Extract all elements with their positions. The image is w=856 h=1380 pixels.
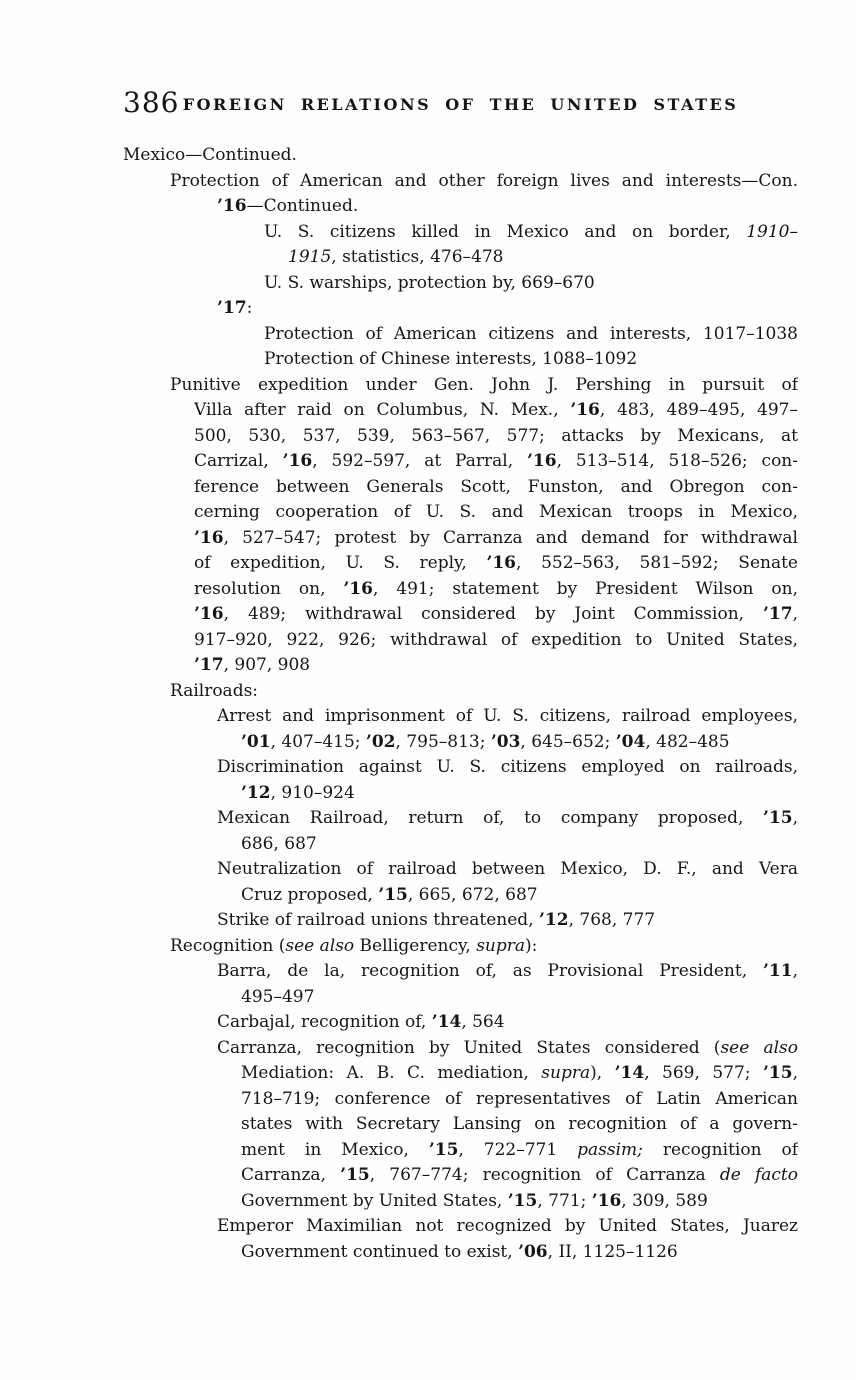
index-line-segment: ’17 [217, 298, 247, 318]
running-head: FOREIGN RELATIONS OF THE UNITED STATES [182, 95, 739, 114]
index-line-segment: Recognition ( [170, 935, 286, 956]
index-line-segment: Discrimination against U. S. citizens employed on railroads, [217, 757, 798, 777]
index-line [241, 1163, 798, 1189]
index-line-segment: ’16 [194, 604, 224, 624]
index-line-segment: ’16 [343, 578, 373, 599]
index-line-segment: ’16 [486, 553, 517, 573]
index-line-segment: ’16 [591, 1190, 622, 1211]
index-line [217, 704, 798, 730]
index-line-segment: see also [720, 1037, 798, 1058]
index-line-segment: , 645–652; [520, 731, 616, 752]
index-line-segment: ’15 [428, 1139, 459, 1160]
index-line-segment: ’16 [526, 451, 557, 471]
index-line [241, 1240, 798, 1266]
index-line [123, 143, 798, 169]
index-line [194, 424, 798, 450]
index-line [217, 908, 798, 934]
index-line-segment: , 513–514, 518–526; con- [556, 451, 798, 471]
index-line-segment: ’02 [365, 731, 396, 752]
index-line-segment: ’15 [763, 808, 793, 828]
index-line-segment: 1915 [288, 247, 332, 267]
index-line-segment: Protection of Chinese interests, 1088–1092 [264, 349, 638, 369]
index-line [170, 373, 798, 399]
index-line-segment: Government continued to exist, [241, 1241, 519, 1262]
index-line [241, 1087, 798, 1113]
index-line [241, 730, 798, 756]
index-line [194, 398, 798, 424]
index-line [241, 781, 798, 807]
index-line [241, 1112, 798, 1138]
index-line-segment: ’04 [615, 731, 646, 752]
index-line [194, 551, 798, 577]
index-line [217, 1036, 798, 1062]
index-line-segment: , 552–563, 581–592; Senate [516, 553, 798, 573]
index-line-segment: ), [590, 1063, 615, 1083]
index-line-segment: , II, 1125–1126 [547, 1241, 678, 1262]
index-line-segment: de facto [719, 1165, 798, 1185]
index-line [217, 1010, 798, 1036]
index-line-segment: Strike of railroad unions threatened, [217, 910, 539, 930]
index-line-segment: ’14 [614, 1063, 645, 1083]
index-line-segment: , [792, 808, 798, 828]
index-line-segment: , 768, 777 [568, 910, 656, 930]
index-line [194, 628, 798, 654]
index-line [170, 679, 798, 705]
index-line-segment: Mexican Railroad, return of, to company proposed, [217, 808, 764, 828]
index-line [194, 577, 798, 603]
index-line-segment: ’14 [431, 1012, 462, 1032]
index-line-segment: Carranza, [241, 1165, 341, 1185]
index-line-segment: passim; [577, 1139, 643, 1160]
index-line-segment: Neutralization of railroad between Mexico, D. F., and Vera [217, 859, 798, 879]
index-line [194, 653, 798, 679]
index-line [217, 857, 798, 883]
index-line-segment: , [792, 1063, 798, 1083]
index-line [217, 755, 798, 781]
index-line-segment: see also [285, 935, 355, 956]
index-line [194, 526, 798, 552]
index-line-segment: supra [476, 935, 526, 956]
index-line-segment: : [246, 298, 253, 318]
index-line-segment: , 482–485 [645, 731, 730, 752]
index-line-segment: ’17 [194, 655, 224, 675]
index-line-segment: ’16 [570, 400, 600, 420]
index-line-segment: U. S. warships, protection by, 669–670 [264, 272, 595, 293]
index-line-segment: ment in Mexico, [241, 1139, 429, 1160]
index-line-segment: U. S. citizens killed in Mexico and on border, [264, 221, 747, 242]
index-line [217, 959, 798, 985]
index-line-segment: Government by United States, [241, 1190, 508, 1211]
index-line-segment: Carbajal, recognition of, [217, 1012, 432, 1032]
index-line-segment: supra [541, 1063, 591, 1083]
index-line-segment: Mexico—Continued. [123, 145, 297, 165]
index-line-segment: Belligerency, [354, 935, 477, 956]
index-line-segment: 495–497 [241, 986, 315, 1007]
index-line-segment: Villa after raid on Columbus, N. Mex., [194, 400, 571, 420]
index-line [241, 1189, 798, 1215]
index-line [241, 1138, 798, 1164]
index-line [217, 296, 798, 322]
index-line [264, 347, 798, 373]
index-line-segment: states with Secretary Lansing on recognition of a govern- [241, 1114, 798, 1134]
index-line-segment: , statistics, 476–478 [331, 247, 504, 267]
index-line-segment: 686, 687 [241, 833, 317, 854]
index-line [170, 934, 798, 960]
page-number: 386 [123, 86, 180, 119]
index-line [264, 220, 798, 246]
index-line-segment: , 592–597, at Parral, [312, 451, 527, 471]
index-line-segment: , 722–771 [458, 1139, 578, 1160]
index-line-segment: cerning cooperation of U. S. and Mexican troops in Mexico, [194, 502, 798, 522]
index-line-segment: , [792, 961, 798, 981]
index-line-segment: Carranza, recognition by United States considered ( [217, 1037, 721, 1058]
index-line-segment: Carrizal, [194, 451, 283, 471]
index-line-segment: —Continued. [246, 196, 359, 216]
index-line-segment: ’12 [241, 782, 271, 803]
index-line [241, 832, 798, 858]
index-line [241, 985, 798, 1011]
index-line-segment: ’17 [763, 604, 793, 624]
index-line-segment: 1910– [746, 221, 798, 242]
index-text [123, 143, 798, 1265]
index-line-segment: Mediation: A. B. C. mediation, [241, 1063, 542, 1083]
index-line-segment: , 564 [461, 1012, 505, 1032]
index-line [194, 449, 798, 475]
index-line [264, 271, 798, 297]
index-line-segment: resolution on, [194, 578, 344, 599]
index-line-segment: Emperor Maximilian not recognized by United States, Juarez [217, 1216, 798, 1236]
index-line-segment: ’15 [340, 1165, 370, 1185]
index-line-segment: ’15 [763, 1063, 793, 1083]
index-line-segment: ’15 [507, 1190, 538, 1211]
index-line-segment: , 665, 672, 687 [407, 884, 538, 905]
index-line-segment: , 910–924 [270, 782, 355, 803]
index-line-segment: , [792, 604, 798, 624]
index-line [194, 475, 798, 501]
index-line-segment: , 309, 589 [621, 1190, 708, 1211]
index-line-segment: ’16 [194, 527, 224, 548]
index-line-segment: , 491; statement by President Wilson on, [372, 578, 798, 599]
index-line-segment: , 795–813; [395, 731, 491, 752]
index-line-segment: ’01 [241, 731, 271, 752]
index-line [194, 602, 798, 628]
index-line-segment: recognition of [642, 1139, 798, 1160]
index-line-segment: Barra, de la, recognition of, as Provisional President, [217, 961, 764, 981]
index-line-segment: , 907, 908 [223, 655, 311, 675]
index-line [241, 883, 798, 909]
index-line-segment: , 483, 489–495, 497– [599, 400, 798, 420]
index-line-segment: ’03 [490, 731, 521, 752]
index-line-segment: Protection of American citizens and interests, 1017–1038 [264, 323, 798, 344]
index-line-segment: Cruz proposed, [241, 884, 379, 905]
index-line-segment: ference between Generals Scott, Funston, and Obregon con- [194, 476, 798, 497]
index-line-segment: , 771; [537, 1190, 592, 1211]
page-header [123, 88, 798, 122]
index-line [170, 169, 798, 195]
index-line [241, 1061, 798, 1087]
index-line-segment: Protection of American and other foreign lives and interests—Con. [170, 170, 798, 191]
index-line-segment: , 527–547; protest by Carranza and demand for withdrawal [223, 527, 798, 548]
index-line [264, 322, 798, 348]
index-line-segment: , 569, 577; [644, 1063, 763, 1083]
index-line-segment: ’16 [217, 196, 247, 216]
index-line-segment: ’16 [282, 451, 313, 471]
index-line-segment: of expedition, U. S. reply, [194, 553, 487, 573]
index-line-segment: ’15 [378, 884, 408, 905]
index-line-segment: 500, 530, 537, 539, 563–567, 577; attacks by Mexicans, at [194, 425, 798, 446]
index-line [288, 245, 798, 271]
index-line [217, 194, 798, 220]
index-line-segment: , 767–774; recognition of Carranza [369, 1165, 720, 1185]
index-line-segment: ’11 [763, 961, 793, 981]
index-line [194, 500, 798, 526]
index-line [217, 806, 798, 832]
index-line-segment: 718–719; conference of representatives of Latin American [241, 1088, 798, 1109]
index-line-segment: ’06 [518, 1241, 548, 1262]
index-line [217, 1214, 798, 1240]
index-line-segment: Railroads: [170, 680, 259, 701]
index-line-segment: ): [525, 935, 538, 956]
index-line-segment: , 489; withdrawal considered by Joint Commission, [223, 604, 764, 624]
index-line-segment: 917–920, 922, 926; withdrawal of expedition to United States, [194, 629, 798, 650]
index-line-segment: ’12 [539, 910, 569, 930]
index-line-segment: Punitive expedition under Gen. John J. Pershing in pursuit of [170, 374, 798, 395]
index-line-segment: Arrest and imprisonment of U. S. citizens, railroad employees, [217, 706, 798, 726]
index-line-segment: , 407–415; [270, 731, 366, 752]
